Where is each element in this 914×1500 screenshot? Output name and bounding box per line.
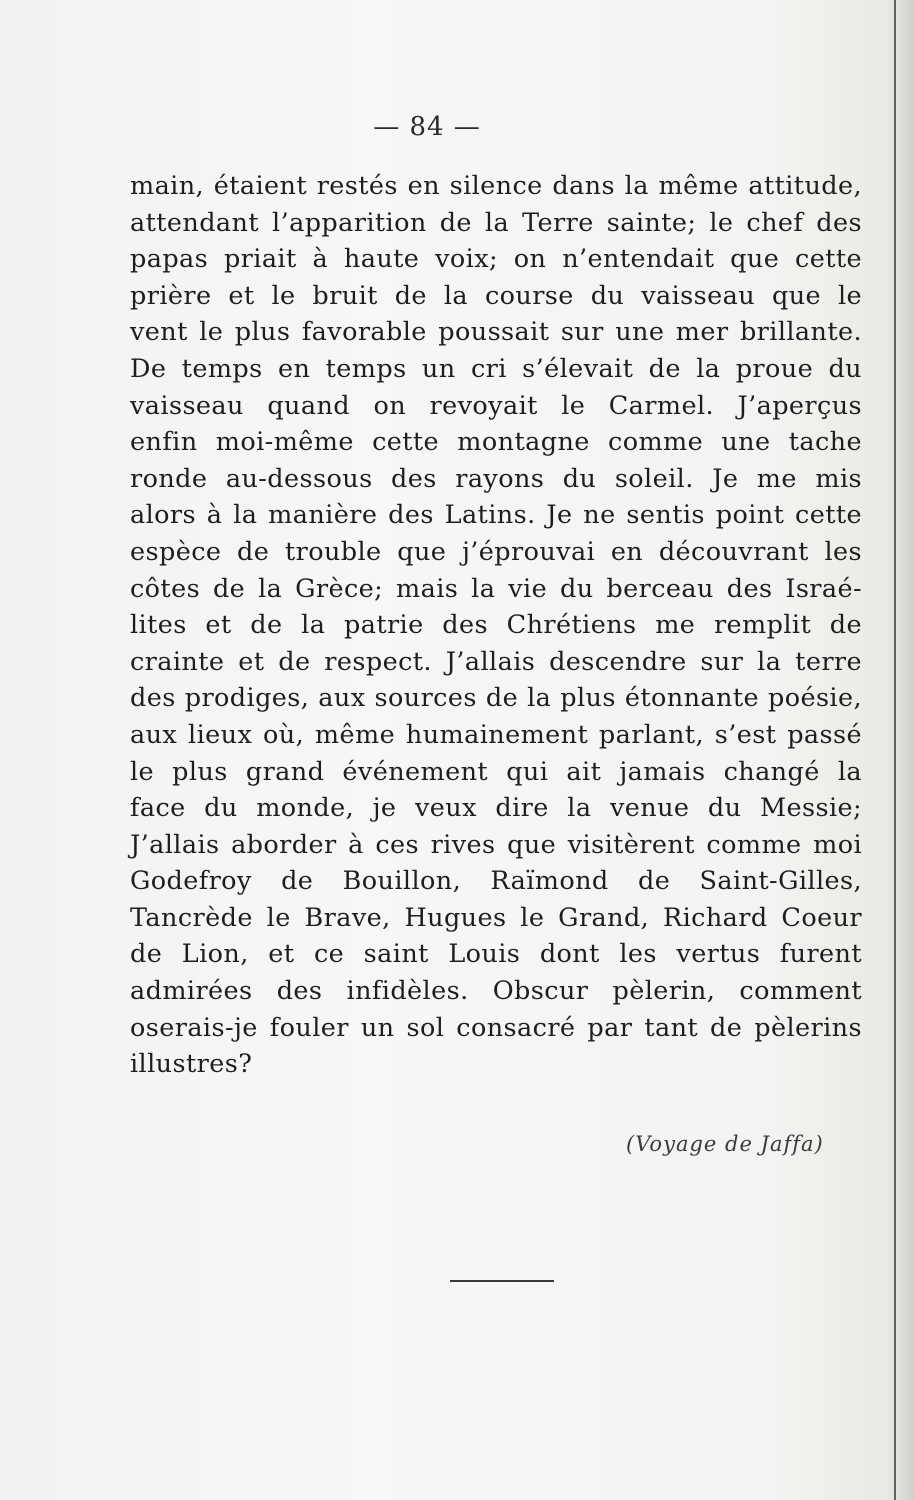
text-line: côtes de la Grèce; mais la vie du berceau des Israé-: [130, 573, 862, 604]
body-text: [130, 168, 862, 1083]
text-line: illustres?: [130, 1049, 253, 1080]
text-line: aux lieux où, même humainement parlant, s’est passé: [130, 719, 862, 750]
text-line: vaisseau quand on revoyait le Carmel. J’aperçus: [130, 390, 862, 421]
text-line: prière et le bruit de la course du vaisseau que le: [130, 280, 862, 311]
text-line: vent le plus favorable poussait sur une mer brillante.: [130, 317, 862, 348]
text-line: admirées des infidèles. Obscur pèlerin, comment: [130, 976, 862, 1007]
text-line: alors à la manière des Latins. Je ne sentis point cette: [130, 500, 862, 531]
text-line: De temps en temps un cri s’élevait de la proue du: [130, 353, 862, 384]
text-line: J’allais aborder à ces rives que visitèrent comme moi: [130, 829, 862, 860]
text-line: oserais-je fouler un sol consacré par tant de pèlerins: [130, 1012, 862, 1043]
text-line: de Lion, et ce saint Louis dont les vertus furent: [130, 939, 862, 970]
text-line: enfin moi-même cette montagne comme une tache: [130, 427, 862, 458]
text-line: le plus grand événement qui ait jamais changé la: [130, 756, 862, 787]
page-number: — 84 —: [373, 112, 481, 142]
end-rule: [450, 1280, 554, 1282]
text-line: espèce de trouble que j’éprouvai en découvrant les: [130, 536, 862, 567]
text-line: papas priait à haute voix; on n’entendait que cette: [130, 244, 862, 275]
text-line: ronde au-dessous des rayons du soleil. Je me mis: [130, 463, 862, 494]
citation: (Voyage de Jaffa): [626, 1132, 824, 1156]
text-line: crainte et de respect. J’allais descendre sur la terre: [130, 646, 862, 677]
text-line: lites et de la patrie des Chrétiens me remplit de: [130, 610, 862, 641]
text-line: main, étaient restés en silence dans la même attitude,: [130, 171, 862, 201]
text-line: face du monde, je veux dire la venue du Messie;: [130, 793, 862, 824]
text-line: attendant l’apparition de la Terre sainte; le chef des: [130, 207, 862, 238]
text-line: Godefroy de Bouillon, Raïmond de Saint-Gilles,: [130, 866, 862, 897]
binding-shadow: [896, 0, 914, 1500]
binding-edge: [894, 0, 896, 1500]
text-line: Tancrède le Brave, Hugues le Grand, Richard Coeur: [130, 902, 862, 933]
text-line: des prodiges, aux sources de la plus étonnante poésie,: [130, 683, 862, 714]
